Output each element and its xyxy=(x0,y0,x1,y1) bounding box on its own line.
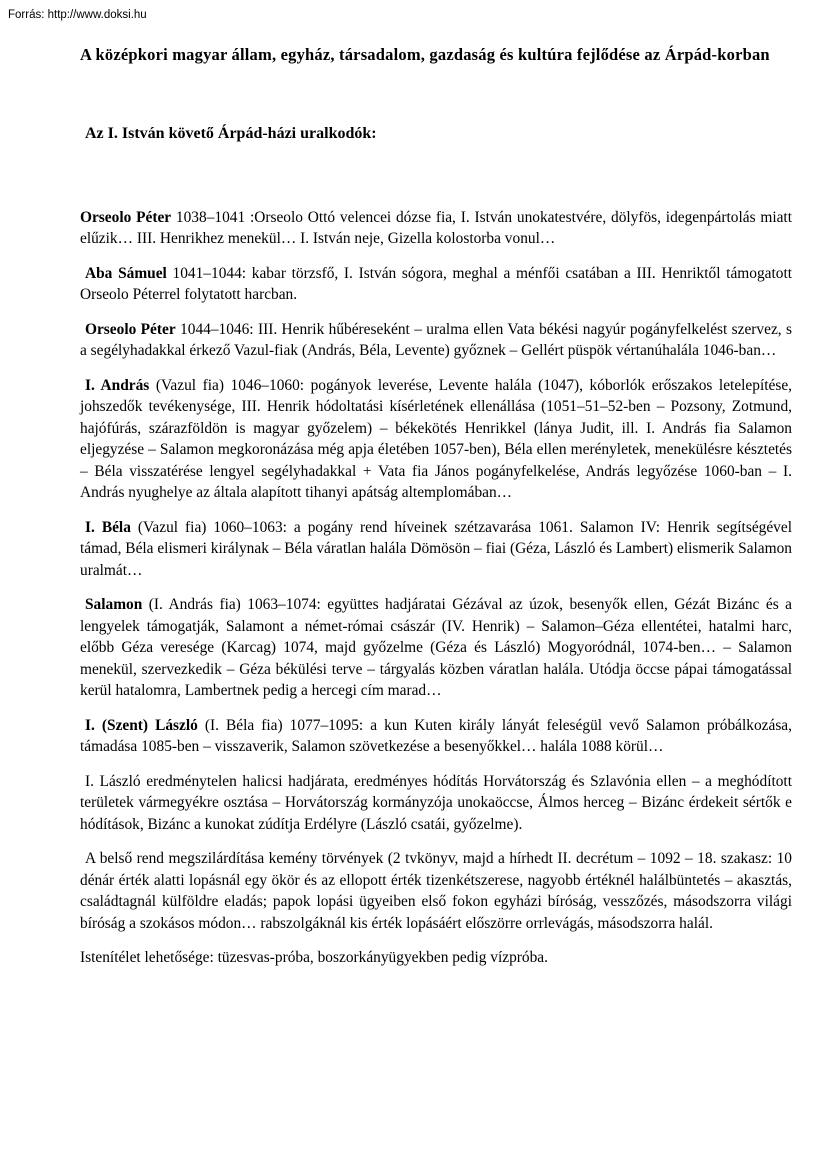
paragraph-orseolo-peter-2 xyxy=(80,319,792,362)
paragraph-istenitelet xyxy=(80,947,792,969)
paragraph-body: (Vazul fia) 1060–1063: a pogány rend híveinek szétzavarása 1061. Salamon IV: Henrik segítségével támad, Béla elismeri királynak – Béla váratlan halála Dömösön – fiai (Géza, László és Lambert) elismerik Salamon uralmát… xyxy=(80,518,792,579)
paragraph-lead: I. Béla xyxy=(85,518,131,536)
source-url: Forrás: http://www.doksi.hu xyxy=(8,9,147,21)
paragraph-lead: I. András xyxy=(85,376,150,394)
paragraph-szent-laszlo xyxy=(80,715,792,758)
paragraph-laszlo-hadjaratok xyxy=(80,771,792,836)
page-title: A középkori magyar állam, egyház, társadalom, gazdaság és kultúra fejlődése az Árpád-korban xyxy=(80,45,770,64)
section-heading: Az I. István követő Árpád-házi uralkodók: xyxy=(85,124,377,142)
paragraph-body: A belső rend megszilárdítása kemény törvények (2 tvkönyv, majd a hírhedt II. decrétum – 1092 – 18. szakasz: 10 dénár érték alatti lopásnál egy ökör és az ellopott érték tizenkétszerese, nagyobb értéknél halálbüntetés – akasztás, családtagnál külföldre eladás; papok lopási ügyeiben első fokon egyházi bíróság, vesszőzés, másodszorra világi bíróság a szokásos módon… rabszolgáknál kis érték lopásáért előszörre orrlevágás, másodszorra halál. xyxy=(80,850,792,932)
paragraph-body: 1041–1044: kabar törzsfő, I. István sógora, meghal a ménfői csatában a III. Henriktől támogatott Orseolo Péterrel folytatott harcban. xyxy=(80,264,792,303)
paragraph-body: I. László eredménytelen halicsi hadjárata, eredményes hódítás Horvátország és Szlavónia ellen – a meghódított területek vármegyékre osztása – Horvátország kormányzója unokaöccse, Álmos herceg – Bizánc érdekeit sértők e hódítások, Bizánc a kunokat zúdítja Erdélyre (László csatái, győzelme). xyxy=(80,772,792,833)
paragraph-lead: Orseolo Péter xyxy=(85,320,176,338)
paragraph-lead: I. (Szent) László xyxy=(85,716,198,734)
paragraph-lead: Salamon xyxy=(85,596,143,613)
paragraph-belso-rend xyxy=(80,848,792,934)
paragraph-body: (I. Béla fia) 1077–1095: a kun Kuten király lányát feleségül vevő Salamon próbálkozása, támadása 1085-ben – visszaverik, Salamon szövetkezése a besenyőkkel… halála 1088 körül… xyxy=(80,716,792,755)
paragraph-body: Istenítélet lehetősége: tüzesvas-próba, boszorkányügyekben pedig vízpróba. xyxy=(80,949,548,966)
paragraph-i-bela xyxy=(80,517,792,582)
paragraph-body: 1044–1046: III. Henrik hűbéreseként – uralma ellen Vata békési nagyúr pogányfelkelést szervez, s a segélyhadakkal érkező Vazul-fiak (András, Béla, Levente) győznek – Gellért püspök vértanúhalála 1046-ban… xyxy=(80,320,792,359)
paragraph-body: 1038–1041 :Orseolo Ottó velencei dózse fia, I. István unokatestvére, dölyfös, idegenpártolás miatt elűzik… III. Henrikhez menekül… I. István neje, Gizella kolostorba vonul… xyxy=(80,208,792,247)
paragraph-aba-samuel xyxy=(80,263,792,306)
paragraph-lead: Orseolo Péter xyxy=(80,208,172,226)
paragraph-body: (Vazul fia) 1046–1060: pogányok leverése, Levente halála (1047), kóborlók erőszakos letelepítése, johszedők tevékenysége, III. Henrik hódoltatási kísérletének ellenállása (1051–51–52-ben – Pozsony, Zotmund, hajófúrás, szárazföldön is magyar győzelem) – békekötés Henrikkel (lánya Judit, ill. I. András fia Salamon eljegyzése – Salamon megkoronázása még apja életében 1057-ben), Béla ellen merényletek, menekülésre késztetés – Béla visszatérése lengyel segélyhadakkal + Vata fia János pogányfelkelése, András legyőzése 1060-ban – I. András nyughelye az általa alapított tihanyi apátság altemplomában… xyxy=(80,376,793,501)
paragraph-i-andras xyxy=(80,375,792,504)
paragraph-salamon xyxy=(80,594,792,702)
paragraph-orseolo-peter-1 xyxy=(80,207,792,250)
paragraph-lead: Aba Sámuel xyxy=(85,264,167,282)
paragraph-body: (I. András fia) 1063–1074: együttes hadjáratai Gézával az úzok, besenyők ellen, Gézát Bizánc és a lengyelek támogatják, Salamont a német-római császár (IV. Henrik) – Salamon–Géza ellentétei, hatalmi harc, előbb Géza veresége (Karcag) 1074, majd győzelme (Géza és László) Mogyoródnál, 1074-ben… – Salamon menekül, szervezkedik – Géza békülési terve – tárgyalás közben váratlan halála. Utódja öccse pápai támogatással kerül hatalomra, Lambertnek pedig a hercegi cím marad… xyxy=(80,596,792,699)
